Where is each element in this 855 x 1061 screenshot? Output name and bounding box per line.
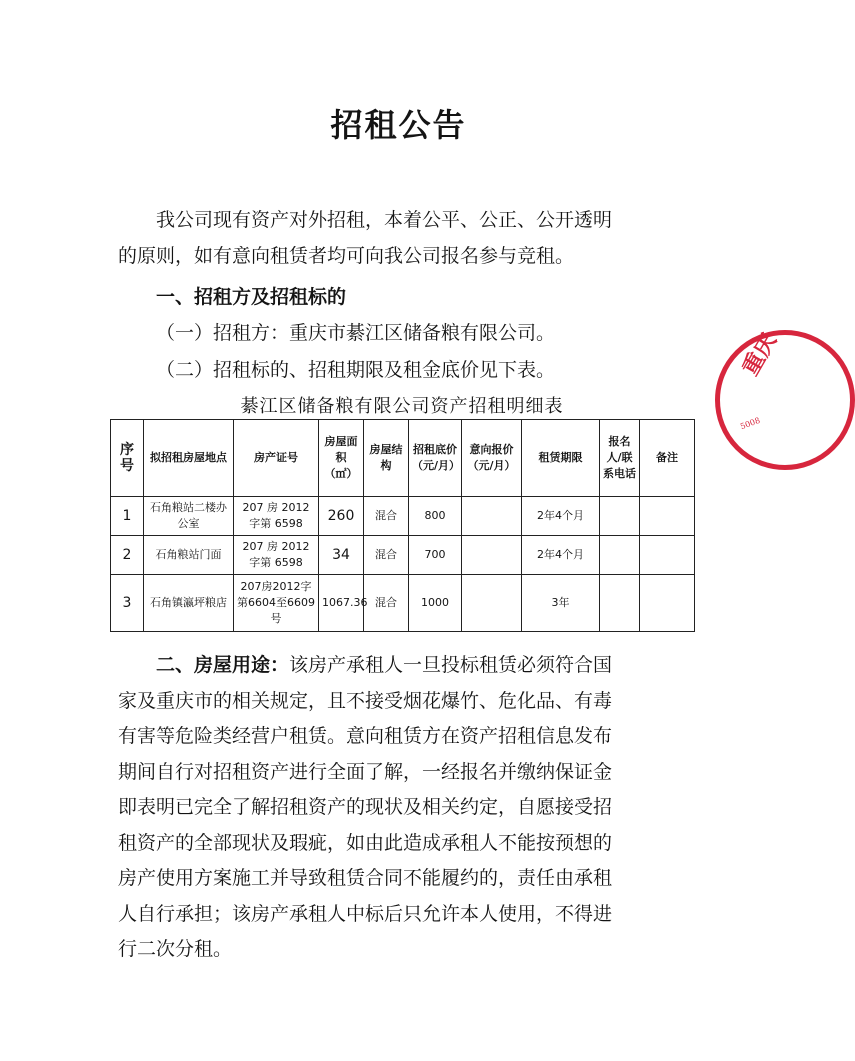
company-seal-stamp (715, 330, 855, 470)
section-2-heading: 二、房屋用途： (156, 654, 290, 676)
section-2-line-1-text: 该房产承租人一旦投标租赁必须符合国 (289, 654, 613, 676)
table-header-row (111, 420, 695, 497)
intro-line-2: 的原则，如有意向租赁者均可向我公司报名参与竞租。 (118, 245, 575, 267)
cell-base-price: 800 (409, 497, 462, 536)
table-row (111, 497, 695, 536)
cell-seq: 3 (111, 575, 144, 632)
cell-base-price: 1000 (409, 575, 462, 632)
seal-text: 重庆 (737, 328, 782, 380)
header-location: 拟招租房屋地点 (144, 420, 234, 497)
cell-period: 2年4个月 (522, 536, 600, 575)
cell-area: 260 (319, 497, 364, 536)
cell-cert: 207 房 2012 字第 6598 (234, 497, 319, 536)
cell-remark (640, 575, 695, 632)
cell-contact (600, 536, 640, 575)
header-cert: 房产证号 (234, 420, 319, 497)
cell-cert: 207 房 2012 字第 6598 (234, 536, 319, 575)
cell-location: 石角粮站门面 (144, 536, 234, 575)
cell-intent-price (462, 497, 522, 536)
section-2-line: 房产使用方案施工并导致租赁合同不能履约的，责任由承租 (118, 867, 613, 889)
header-remark: 备注 (640, 420, 695, 497)
cell-structure: 混合 (364, 497, 409, 536)
cell-contact (600, 497, 640, 536)
header-base-price: 招租底价（元/月） (409, 420, 462, 497)
section-2-line: 人自行承担；该房产承租人中标后只允许本人使用，不得进 (118, 902, 613, 925)
section-1-item-2: （二）招租标的、招租期限及租金底价见下表。 (156, 359, 556, 381)
cell-period: 2年4个月 (522, 497, 600, 536)
section-1-heading: 一、招租方及招租标的 (156, 286, 347, 308)
cell-intent-price (462, 536, 522, 575)
table-row (111, 536, 695, 575)
cell-area: 34 (319, 536, 364, 575)
cell-remark (640, 536, 695, 575)
header-structure: 房屋结构 (364, 420, 409, 497)
rental-assets-table (110, 419, 695, 632)
page-title: 招租公告 (330, 106, 467, 144)
cell-intent-price (462, 575, 522, 632)
header-contact: 报名人/联系电话 (600, 420, 640, 497)
cell-contact (600, 575, 640, 632)
cell-base-price: 700 (409, 536, 462, 575)
cell-area: 1067.36 (319, 575, 364, 632)
cell-cert: 207房2012字第6604至6609号 (234, 575, 319, 632)
cell-location: 石角粮站二楼办公室 (144, 497, 234, 536)
intro-paragraph (118, 202, 638, 274)
header-period: 租赁期限 (522, 420, 600, 497)
cell-structure: 混合 (364, 536, 409, 575)
section-1-item-1: （一）招租方：重庆市綦江区储备粮有限公司。 (156, 322, 556, 344)
cell-location: 石角镇瀛坪粮店 (144, 575, 234, 632)
cell-period: 3年 (522, 575, 600, 632)
section-2-line: 家及重庆市的相关规定，且不接受烟花爆竹、危化品、有毒 (118, 689, 613, 712)
section-2-line: 租资产的全部现状及瑕疵，如由此造成承租人不能按预想的 (118, 831, 613, 854)
section-2-line: 即表明已完全了解招租资产的现状及相关约定，自愿接受招 (118, 796, 613, 818)
section-2-line-1 (118, 648, 658, 684)
header-seq: 序号 (111, 420, 144, 497)
section-2-paragraph (118, 648, 658, 968)
section-2-line: 有害等危险类经营户租赁。意向租赁方在资产招租信息发布 (118, 725, 613, 747)
header-area: 房屋面积（㎡） (319, 420, 364, 497)
cell-structure: 混合 (364, 575, 409, 632)
header-intent-price: 意向报价（元/月） (462, 420, 522, 497)
intro-line-1: 我公司现有资产对外招租，本着公平、公正、公开透明 (156, 209, 613, 231)
section-2-line: 期间自行对招租资产进行全面了解，一经报名并缴纳保证金 (118, 760, 613, 783)
table-row (111, 575, 695, 632)
seal-code: 5008 (739, 415, 762, 432)
table-title: 綦江区储备粮有限公司资产招租明细表 (240, 396, 564, 417)
cell-seq: 1 (111, 497, 144, 536)
section-2-line: 行二次分租。 (118, 938, 233, 960)
cell-remark (640, 497, 695, 536)
cell-seq: 2 (111, 536, 144, 575)
